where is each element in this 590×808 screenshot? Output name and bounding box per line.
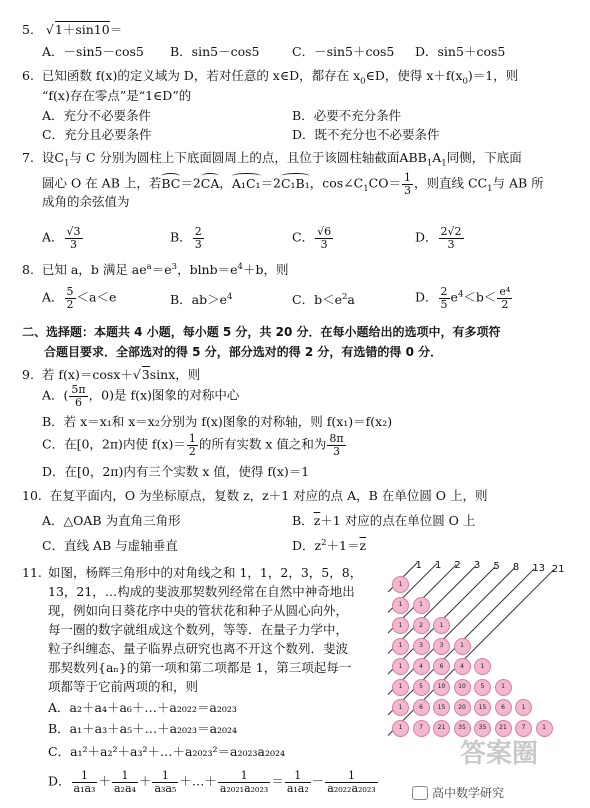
- q8-a-tail: ＜a＜e: [76, 289, 117, 305]
- q7-fraction: [402, 172, 413, 196]
- q7-b-frac: [193, 226, 204, 250]
- q11-d-frac3: [152, 770, 178, 794]
- pascal-cell: 1: [392, 638, 409, 655]
- q9-c-num1: 1: [188, 432, 196, 445]
- q10-b-pre: B．: [292, 513, 314, 528]
- q6-option-c: C．充分且必要条件: [42, 127, 152, 142]
- q7-l2-e: ，cos∠C: [309, 175, 364, 191]
- q10-option-a: A．△OAB 为直角三角形: [42, 513, 181, 528]
- pascal-cell: 1: [392, 720, 409, 737]
- q11-d-num6: 1: [325, 770, 377, 783]
- q8-a-den: 2: [66, 297, 74, 311]
- q11-option-a: A．a₂＋a₄＋a₆＋…＋a₂₀₂₂＝a₂₀₂₃: [48, 700, 237, 715]
- q9-option-b: B．若 x＝x₁和 x＝x₂分别为 f(x)图象的对称轴，则 f(x₁)＝f(x₂): [42, 414, 393, 429]
- q5-stem: 5. √1＋sin10＝: [22, 22, 123, 37]
- q6-number: 6.: [22, 68, 34, 83]
- pascal-cell: 3: [433, 638, 450, 655]
- q11-d-dots: ＋…＋: [179, 773, 217, 789]
- pascal-cell: 3: [413, 638, 430, 655]
- q9-text-a: 若 f(x)＝cosx＋: [41, 367, 133, 382]
- pascal-cell: 1: [495, 679, 512, 696]
- q8-d-den1: 5: [440, 297, 448, 311]
- q9-c-den2: 3: [332, 444, 340, 458]
- q8-sup-a: a: [146, 262, 152, 272]
- q8-text-c: ，blnb＝e: [177, 262, 238, 278]
- pascal-cell: 1: [454, 638, 471, 655]
- q8-a-frac: [65, 286, 76, 310]
- q8-text-a: 已知 a，b 满足 ae: [41, 262, 147, 278]
- q7-text-d: 同侧，下底面: [446, 150, 522, 165]
- q9-a-den: 6: [75, 395, 83, 409]
- q7-arc-ca: CA: [200, 175, 220, 191]
- section2-heading-line2: 合题目要求．全部选对的得 5 分，部分选对的得 2 分，有选错的得 0 分．: [44, 345, 443, 359]
- q11-line-2: 13，21，…构成的斐波那契数列经常在自然中神奇地出: [48, 584, 355, 599]
- q11-line-3: 现，例如向日葵花序中央的管状花和种子从圆心向外，: [48, 603, 349, 618]
- pascal-cell: 15: [433, 699, 450, 716]
- q8-stem: [22, 262, 288, 278]
- pascal-cell: 20: [454, 699, 471, 716]
- q10-number: 10.: [22, 488, 42, 503]
- q5-option-c: C．－sin5＋cos5: [292, 44, 395, 59]
- q8-option-b: [170, 292, 232, 308]
- q7-d-frac: [439, 226, 464, 250]
- q7-l2-h: 与 AB 所: [492, 175, 544, 191]
- diagonal-sum-label: 1: [434, 560, 442, 571]
- q9-text-b: sinx，则: [149, 367, 201, 382]
- diagonal-sum-label: 5: [493, 560, 500, 572]
- pascal-cell: 15: [474, 699, 491, 716]
- pascal-cell: 6: [413, 699, 430, 716]
- q9-a-frac: [69, 384, 87, 408]
- q10-text: 在复平面内，O 为坐标原点，复数 z，z＋1 对应的点 A，B 在单位圆 O 上，则: [49, 488, 488, 503]
- q9-c-mid: 的所有实数 x 值之和为: [198, 436, 327, 452]
- q7-number: 7.: [22, 150, 34, 165]
- q11-d-den2: a₂a₄: [113, 781, 136, 795]
- pascal-cell: 10: [433, 679, 450, 696]
- q11-d-den3: a₃a₅: [154, 781, 177, 795]
- q6-text-c: )＝1，则: [467, 68, 519, 83]
- q8-a-label: A．: [42, 289, 64, 305]
- q11-d-den5: a₁a₂: [286, 781, 309, 795]
- q11-d-num3: 1: [152, 770, 178, 783]
- q9-c-den1: 2: [188, 444, 196, 458]
- q10-d-sup: 2: [321, 538, 327, 548]
- q6-option-d: D．既不充分也不必要条件: [292, 127, 440, 142]
- q6-line2: “f(x)存在零点”是“1∈D”的: [42, 88, 192, 103]
- q8-d-num2: e⁴: [499, 285, 511, 298]
- q11-d-frac2: [112, 770, 138, 794]
- q11-number: 11.: [22, 565, 42, 580]
- q11-d-den6: a₂₀₂₂a₂₀₂₃: [327, 781, 376, 795]
- diagonal-sum-label: 13: [532, 562, 546, 574]
- q10-d-conj: $\overline{z}$: [359, 538, 367, 554]
- q7-sub-1: 1: [64, 158, 70, 169]
- q7-line1: [22, 150, 522, 169]
- q11-d-pre: D．: [48, 773, 71, 789]
- q7-l2-c: ，: [219, 175, 232, 191]
- q7-frac-num: 1: [403, 171, 411, 184]
- q7-option-d: [415, 226, 465, 250]
- pascal-cell: 1: [413, 597, 430, 614]
- pascal-cell: 1: [392, 699, 409, 716]
- q7-a-num: √3: [66, 225, 81, 238]
- pascal-cell: 1: [392, 658, 409, 675]
- pascal-cell: 1: [392, 576, 409, 593]
- q8-d-label: D．: [415, 289, 438, 305]
- q10-d-pre: D．z: [292, 538, 322, 554]
- q8-option-c: [292, 292, 355, 308]
- q9-a-pre: A．(: [42, 387, 69, 403]
- q9-c-frac2: [327, 433, 345, 457]
- q7-b-den: 3: [194, 237, 202, 251]
- watermark-logo-text: 答案圈: [460, 739, 539, 769]
- q11-d-den1: a₁a₃: [73, 781, 96, 795]
- pascal-cell: 1: [515, 699, 532, 716]
- q9-number: 9.: [22, 367, 34, 382]
- q11-d-frac5: [285, 770, 311, 794]
- q7-l2-b: ＝2: [180, 175, 201, 191]
- q6-sub-a: 0: [360, 76, 366, 87]
- pascal-cell: 1: [474, 658, 491, 675]
- q7-a-frac: [65, 226, 83, 250]
- q8-c-sup: 2: [341, 292, 348, 302]
- q10-b-conj: $\overline{z}$: [313, 513, 321, 528]
- pascal-cell: 10: [454, 679, 471, 696]
- pascal-cell: 6: [433, 658, 450, 675]
- q7-d-den: 3: [447, 237, 455, 251]
- q11-line-6: 那契数列{aₙ}的第一项和第二项都是 1，第三项起每一: [48, 660, 352, 675]
- q7-sub-5: 1: [487, 184, 493, 195]
- q8-text-d: ＋b，则: [242, 262, 289, 278]
- q7-sub-2: 1: [426, 158, 433, 169]
- q8-d-frac2: [497, 286, 512, 310]
- q8-d-num1: 2: [440, 285, 448, 298]
- q7-b-label: B．: [170, 229, 192, 245]
- q11-line-1: 如图，杨辉三角形中的对角线之和 1，1，2，3，5，8，: [48, 565, 363, 580]
- q11-d-eq: ＝: [271, 773, 284, 789]
- pascal-cell: 21: [495, 720, 512, 737]
- q9-c-num2: 8π: [329, 432, 344, 445]
- q11-d-den4: a₂₀₂₁a₂₀₂₃: [219, 781, 269, 795]
- q5-option-b: B．sin5－cos5: [170, 44, 260, 59]
- q9-a-tail: ，0)是 f(x)图象的对称中心: [88, 387, 240, 403]
- q11-d-frac1: [72, 770, 98, 794]
- q6-text-b: ∈D，使得 x＋f(x: [365, 68, 463, 83]
- q7-a-label: A．: [42, 229, 64, 245]
- q9-option-d: D．在[0，2π)内有三个实数 x 值，使得 f(x)＝1: [42, 464, 310, 479]
- q7-l2-f: CO＝: [368, 175, 401, 191]
- pascal-cell: 35: [474, 720, 491, 737]
- q7-d-num: 2√2: [440, 225, 462, 238]
- q5-option-a: A．－sin5－cos5: [42, 44, 144, 59]
- q9-stem: 9. 若 f(x)＝cosx＋√3sinx，则: [22, 367, 201, 382]
- q8-d-den2: 2: [501, 297, 509, 311]
- q7-text-a: 设C: [41, 150, 64, 165]
- q8-d-mid: ＜b＜: [463, 289, 497, 305]
- q8-a-num: 5: [66, 285, 74, 298]
- pascal-cell: 1: [433, 617, 450, 634]
- q8-text-b: ＝e: [151, 262, 172, 278]
- watermark-caption: 高中数学研究: [432, 786, 505, 800]
- q5-radicand: 1＋sin10: [54, 22, 110, 37]
- q11-d-num4: 1: [218, 770, 270, 783]
- pascal-cell: 1: [392, 597, 409, 614]
- q8-b-sup: 4: [227, 292, 233, 302]
- q10-b-tail: ＋1 对应的点在单位圆 O 上: [320, 513, 476, 528]
- q8-sup-4: 4: [237, 262, 243, 272]
- q9-option-a: [42, 384, 239, 408]
- q7-arc-a1c1: A₁C₁: [231, 175, 261, 191]
- q11-option-c: C．a₁²＋a₂²＋a₃²＋…＋a₂₀₂₃²＝a₂₀₂₃a₂₀₂₄: [48, 744, 285, 759]
- q9-c-pre: C．在[0，2π)内使 f(x)＝: [42, 436, 186, 452]
- q8-number: 8.: [22, 262, 34, 278]
- q8-d-e: e: [450, 289, 458, 305]
- q7-a-den: 3: [70, 237, 78, 251]
- q11-d-num1: 1: [72, 770, 98, 783]
- pascal-cell: 1: [392, 617, 409, 634]
- q7-b-num: 2: [194, 225, 202, 238]
- q7-frac-den: 3: [403, 183, 411, 197]
- diagonal-sum-label: 1: [415, 560, 422, 571]
- q9-sqrt: 3: [141, 367, 150, 382]
- q11-line-7: 项都等于它前两项的和，则: [48, 679, 199, 694]
- q7-l2-g: ，则直线 CC: [413, 175, 488, 191]
- q7-c-frac: [315, 226, 333, 250]
- q10-option-b: [292, 513, 475, 529]
- q6-option-b: B．必要不充分条件: [292, 108, 402, 123]
- q6-option-a: A．充分不必要条件: [42, 108, 152, 123]
- q7-l2-a: 圆心 O 在 AB 上，若: [42, 175, 162, 191]
- q11-d-minus: －: [311, 773, 325, 789]
- q5-equals: ＝: [109, 22, 123, 37]
- q11-option-b: B．a₁＋a₃＋a₅＋…＋a₂₀₂₃＝a₂₀₂₄: [48, 721, 238, 736]
- q7-c-num: √6: [317, 225, 332, 238]
- q7-d-label: D．: [415, 229, 438, 245]
- pascal-cell: 1: [536, 720, 553, 737]
- q8-option-a: [42, 286, 116, 310]
- diagonal-sum-label: 8: [512, 561, 520, 573]
- q8-sup-3: 3: [171, 262, 178, 272]
- pascal-cell: 1: [392, 679, 409, 696]
- q7-c-label: C．: [292, 229, 315, 245]
- q7-line3: 成角的余弦值为: [42, 194, 130, 209]
- q10-stem: [22, 488, 488, 504]
- pascal-cell: 5: [474, 679, 491, 696]
- pascal-cell: 4: [454, 658, 471, 675]
- q11-line-5: 粒子纠缠态、量子临界点研究也离不开这个数列．斐波: [48, 641, 349, 656]
- q7-arc-bc: BC: [161, 175, 181, 191]
- q11-d-frac6: [325, 770, 377, 794]
- q7-text-c: A: [432, 150, 442, 165]
- q8-d-sup: 4: [457, 289, 464, 300]
- q9-a-num: 5π: [71, 383, 86, 396]
- q7-line2: [42, 172, 544, 196]
- q8-d-frac1: [439, 286, 450, 310]
- q9-c-frac1: [187, 433, 198, 457]
- q7-l2-d: ＝2: [260, 175, 281, 191]
- pascal-cell: 6: [495, 699, 512, 716]
- q7-c-den: 3: [320, 237, 328, 251]
- pascal-cell: 35: [454, 720, 471, 737]
- pascal-cell: 2: [413, 617, 430, 634]
- q10-option-c: C．直线 AB 与虚轴垂直: [42, 538, 178, 553]
- q10-option-d: [292, 538, 366, 554]
- diagonal-sum-label: 21: [551, 563, 565, 575]
- q7-option-a: [42, 226, 84, 250]
- pascal-cell: 7: [413, 720, 430, 737]
- q7-sub-4: 1: [363, 184, 369, 195]
- diagonal-sum-label: 3: [473, 560, 481, 571]
- q7-arc-c1b1: C₁B₁: [280, 175, 310, 191]
- section2-heading-line1: 二、选择题：本题共 4 小题，每小题 5 分，共 20 分．在每小题给出的选项中，有多项符: [22, 325, 501, 339]
- wechat-icon: [412, 786, 428, 800]
- pascal-cell: 7: [515, 720, 532, 737]
- q6-text-a: 已知函数 f(x)的定义域为 D，若对任意的 x∈D，都存在 x: [41, 68, 361, 83]
- q11-d-num2: 1: [112, 770, 138, 783]
- q8-option-d: [415, 286, 513, 310]
- pascal-cell: 4: [413, 658, 430, 675]
- q11-d-num5: 1: [285, 770, 311, 783]
- q10-d-mid: ＋1＝: [326, 538, 360, 554]
- q8-b-text: B．ab＞e: [170, 292, 228, 308]
- pascal-cell: 5: [413, 679, 430, 696]
- q7-option-c: [292, 226, 334, 250]
- q9-option-c: [42, 433, 347, 457]
- q7-sub-3: 1: [441, 158, 447, 169]
- q8-c-tail: a: [347, 292, 355, 308]
- diagonal-sum-label: 2: [454, 560, 461, 571]
- q5-number: 5.: [22, 22, 34, 37]
- q6-line1: [22, 68, 518, 87]
- q7-text-b: 与 C 分别为圆柱上下底面圆周上的点，且位于该圆柱轴截面ABB: [69, 150, 427, 165]
- q7-option-b: [170, 226, 205, 250]
- q8-c-text: C．b＜e: [292, 292, 342, 308]
- q11-d-frac4: [218, 770, 270, 794]
- q5-option-d: D．sin5＋cos5: [415, 44, 506, 59]
- pascal-cell: 21: [433, 720, 450, 737]
- q11-line-4: 每一圈的数字就组成这个数列，等等．在量子力学中，: [48, 622, 349, 637]
- q6-sub-b: 0: [462, 76, 468, 87]
- q11-option-d: D． $\frac{1}{\text{a₁a₃}}$ ＋ $\frac{1}{\text{a₂a₄}}$ ＋ $\frac{1}{\text{a₃a₅}}$ ＋…＋ $\frac{1}{\text{a₂₀₂₁a₂₀₂₃}}$ ＝ $\frac{1}{\text{a₁a₂}}$ － $\frac{1}{\text{a₂₀₂₂a₂₀₂₃}}$: [48, 769, 376, 795]
